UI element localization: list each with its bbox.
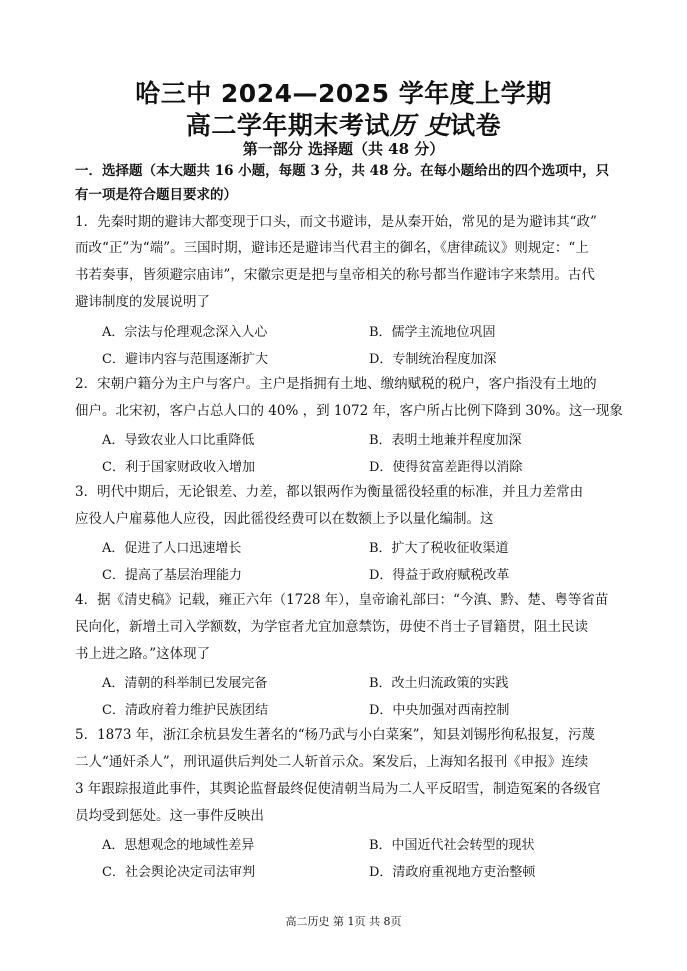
- question-5-option-a[interactable]: A．思想观念的地域性差异: [102, 838, 255, 853]
- section-instructions-line2: 有一项是符合题目要求的）: [75, 187, 237, 203]
- question-4-line1: 4．据《清史稿》记载，雍正六年（1728 年），皇帝谕礼部曰：“今滇、黔、楚、粤等省苗: [75, 592, 609, 608]
- question-1-option-a[interactable]: A．宗法与伦理观念深入人心: [102, 325, 268, 340]
- question-2-option-b[interactable]: B．表明土地兼并程度加深: [369, 433, 522, 448]
- question-3-option-b[interactable]: B．扩大了税收征收渠道: [369, 541, 509, 556]
- question-2-option-d[interactable]: D．使得贫富差距得以消除: [369, 460, 523, 475]
- title-subject: 历 史: [389, 111, 451, 140]
- question-4-line2: 民向化，新增土司入学额数，为学宦者尤宜加意禁饬，毋使不肖士子冒籍贯，阻土民读: [75, 619, 588, 635]
- section-instructions-line1: 一．选择题（本大题共 16 小题，每题 3 分，共 48 分。在每小题给出的四个选项中，只: [75, 163, 610, 179]
- question-4-line3: 书上进之路。”这体现了: [75, 646, 211, 662]
- question-1-option-c[interactable]: C．避讳内容与范围逐渐扩大: [102, 352, 268, 367]
- question-1-option-d[interactable]: D．专制统治程度加深: [369, 352, 497, 367]
- title-suffix: 试卷: [450, 111, 502, 140]
- question-1-line2: 而改“正”为“端”。三国时期，避讳还是避讳当代君主的御名，《唐律疏议》则规定：“上: [75, 240, 589, 256]
- question-2-line1: 2．宋朝户籍分为主户与客户。主户是指拥有土地、缴纳赋税的税户，客户指没有土地的: [75, 376, 597, 392]
- question-5-option-b[interactable]: B．中国近代社会转型的现状: [369, 838, 535, 853]
- question-3-line1: 3．明代中期后，无论银差、力差，都以银两作为衡量徭役轻重的标准，并且力差常由: [75, 484, 584, 500]
- question-5-line2: 二人“通奸杀人”，刑讯逼供后判处二人斩首示众。案发后，上海知名报刊《申报》连续: [75, 754, 589, 770]
- question-5-line1: 5．1873 年，浙江余杭县发生著名的“杨乃武与小白菜案”，知县刘锡彤徇私报复，污蔑: [75, 727, 596, 743]
- question-1-option-b[interactable]: B．儒学主流地位巩固: [369, 325, 496, 340]
- question-4-option-c[interactable]: C．清政府着力维护民族团结: [102, 703, 268, 718]
- question-5-option-c[interactable]: C．社会舆论决定司法审判: [102, 865, 255, 880]
- exam-title-line1: 哈三中 2024—2025 学年度上学期: [135, 79, 552, 108]
- question-4-option-d[interactable]: D．中央加强对西南控制: [369, 703, 510, 718]
- exam-title-line2: [0, 106, 687, 142]
- question-3-line2: 应役人户雇募他人应役，因此徭役经费可以在数额上予以量化编制。这: [75, 511, 494, 527]
- question-2-option-a[interactable]: A．导致农业人口比重降低: [102, 433, 255, 448]
- page-footer: 高二历史 第 1页 共 8页: [285, 915, 402, 928]
- question-1-line4: 避讳制度的发展说明了: [75, 294, 210, 310]
- question-5-line4: 员均受到惩处。这一事件反映出: [75, 808, 264, 824]
- question-5-option-d[interactable]: D．清政府重视地方吏治整顿: [369, 865, 536, 880]
- question-2-line2: 佃户。北宋初，客户占总人口的 40% ，到 1072 年，客户所占比例下降到 30%。这一现象: [75, 403, 623, 419]
- title-prefix: 高二学年期末考试: [185, 111, 390, 140]
- part-heading: 第一部分 选择题（共 48 分）: [242, 140, 445, 158]
- question-3-option-d[interactable]: D．得益于政府赋税改革: [369, 568, 510, 583]
- question-4-option-b[interactable]: B．改土归流政策的实践: [369, 676, 509, 691]
- question-1-line1: 1．先秦时期的避讳大都变现于口头，而文书避讳，是从秦开始，常见的是为避讳其“政”: [75, 214, 597, 230]
- question-5-line3: 3 年跟踪报道此事件，其舆论监督最终促使清朝当局为二人平反昭雪，制造冤案的各级官: [75, 781, 601, 797]
- question-3-option-a[interactable]: A．促进了人口迅速增长: [102, 541, 242, 556]
- question-1-line3: 书若奏事，皆须避宗庙讳”，宋徽宗更是把与皇帝相关的称号都当作避讳字来禁用。古代: [75, 267, 595, 283]
- question-2-option-c[interactable]: C．利于国家财政收入增加: [102, 460, 255, 475]
- question-4-option-a[interactable]: A．清朝的科举制已发展完备: [102, 676, 268, 691]
- question-3-option-c[interactable]: C．提高了基层治理能力: [102, 568, 242, 583]
